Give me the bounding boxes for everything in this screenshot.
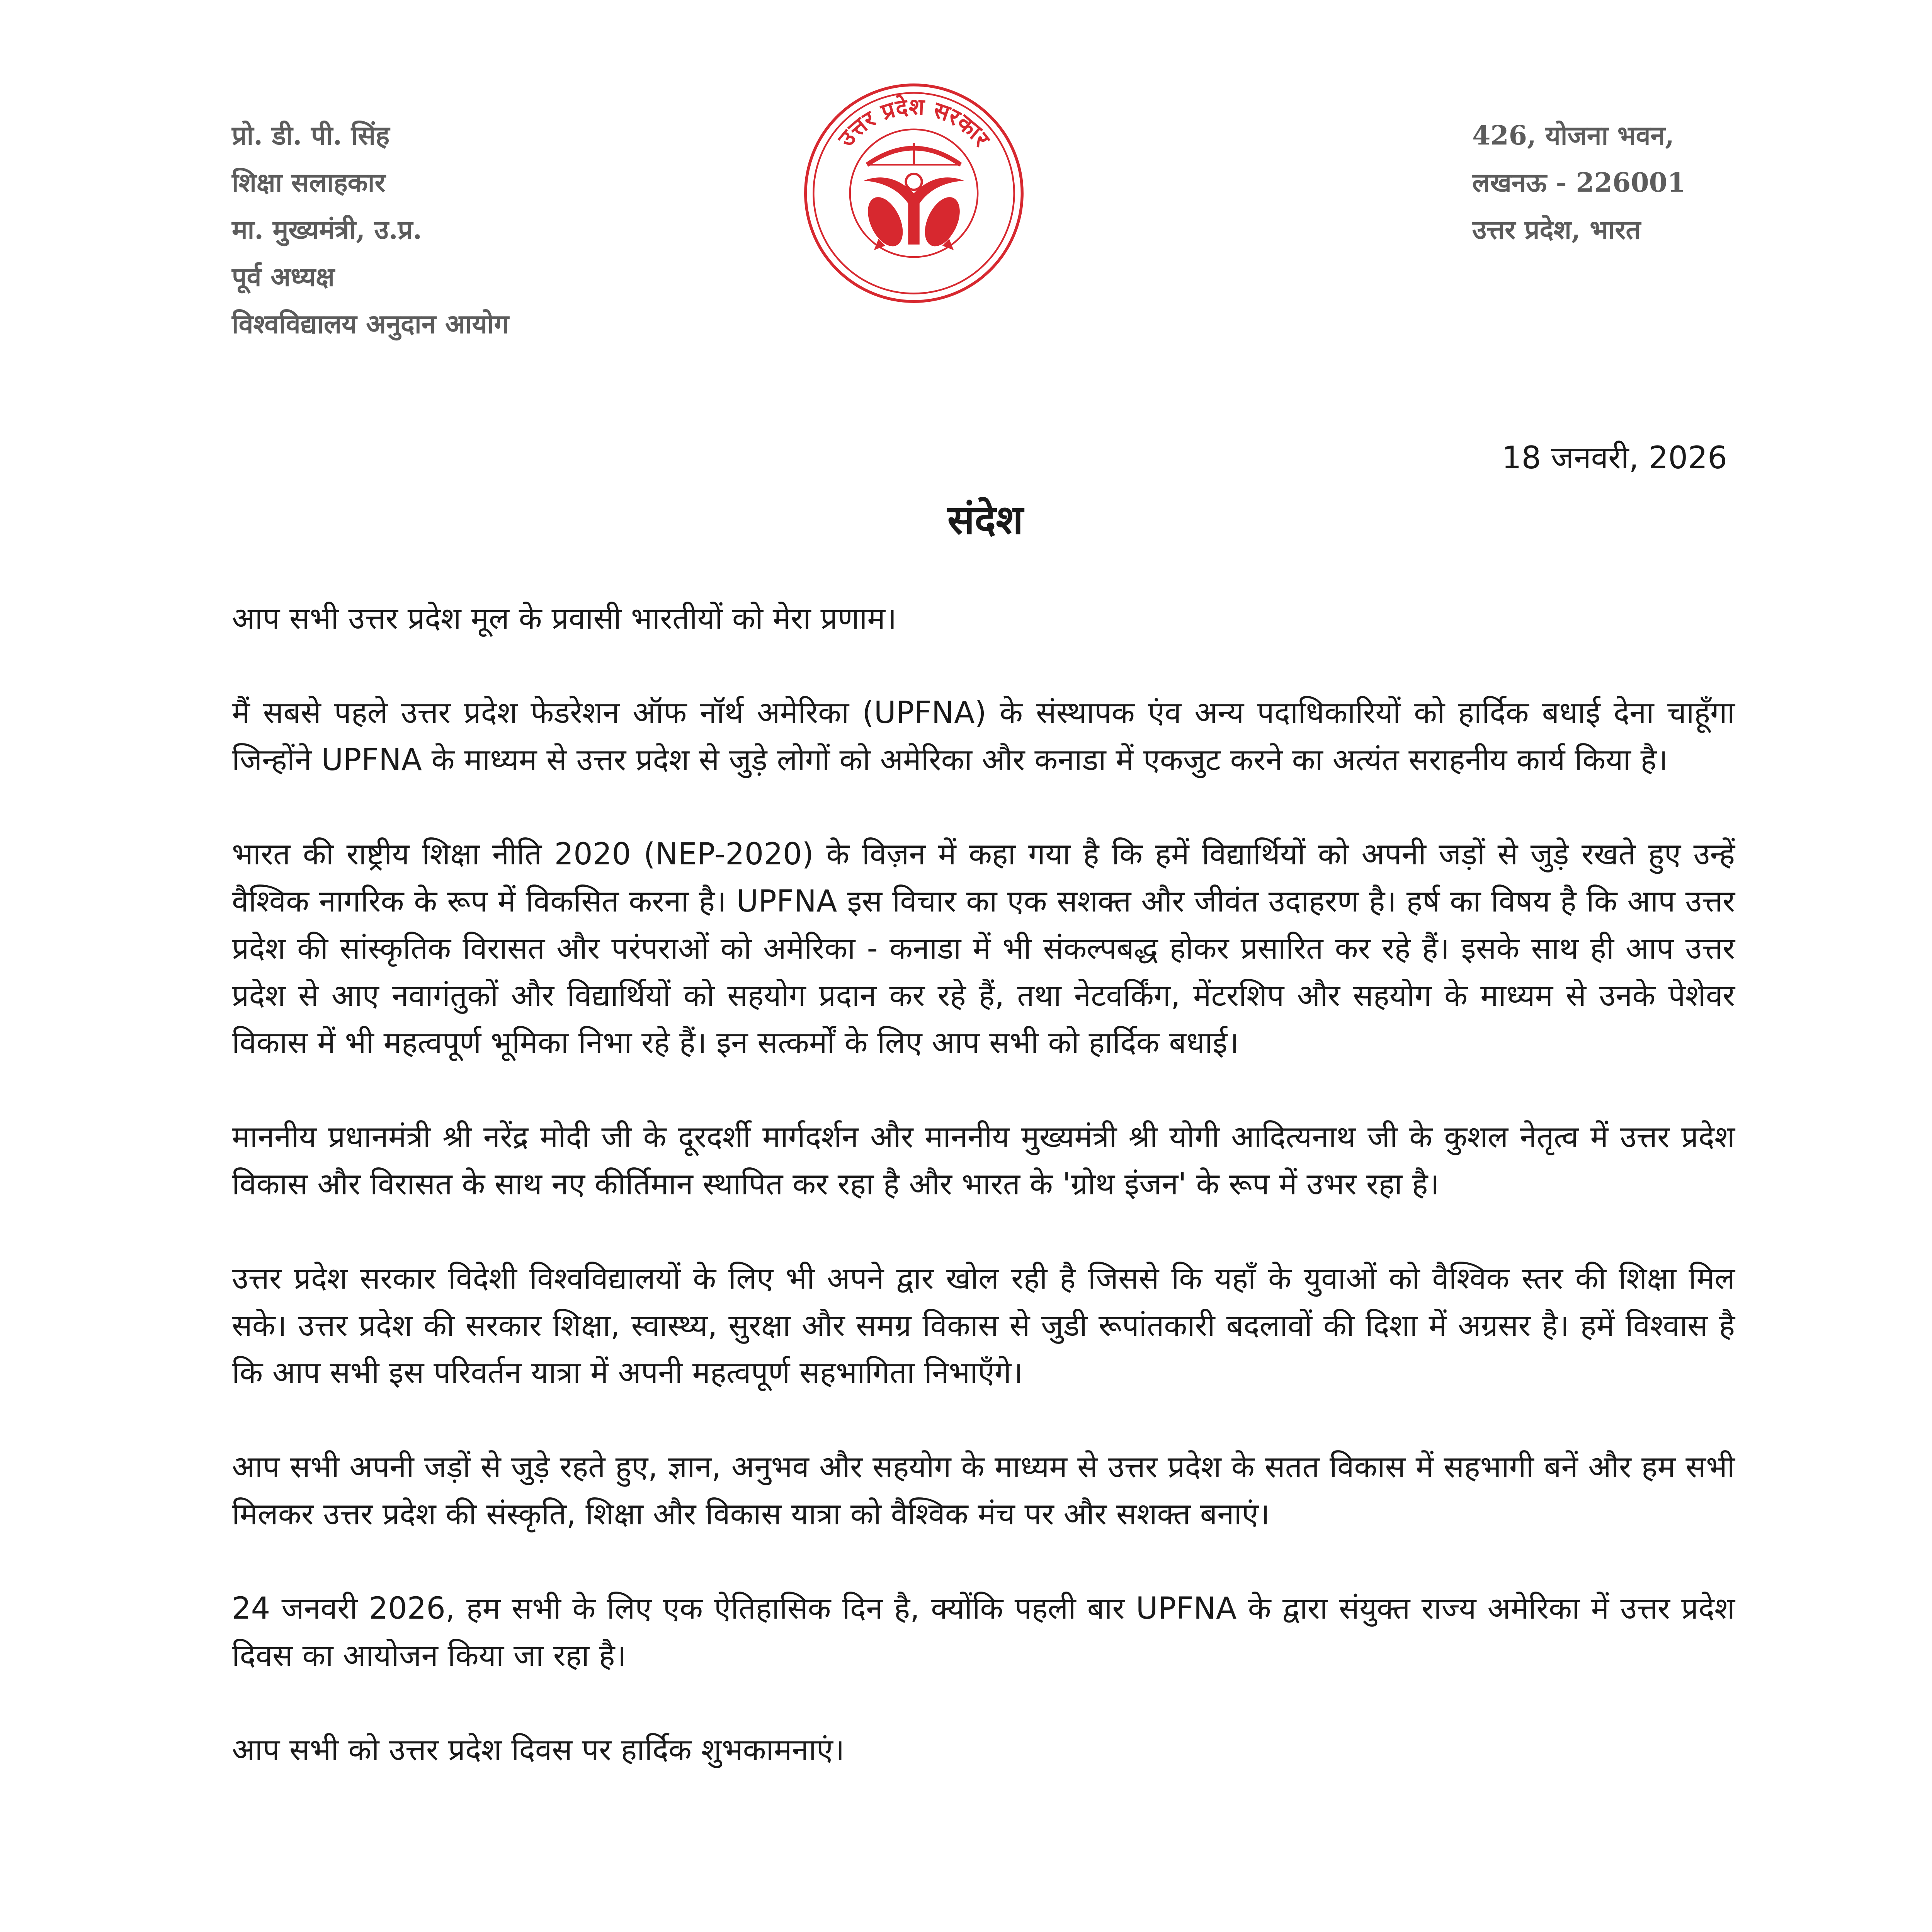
sender-designation: शिक्षा सलाहकार xyxy=(232,167,386,198)
letter-title: संदेश xyxy=(947,496,1024,543)
letter-date: 18 जनवरी, 2026 xyxy=(1502,440,1727,476)
address-line-1: 426, योजना भवन, xyxy=(1472,120,1674,151)
sender-former-org: विश्वविद्यालय अनुदान आयोग xyxy=(232,309,509,340)
paragraph: उत्तर प्रदेश सरकार विदेशी विश्वविद्यालयों के लिए भी अपने द्वार खोल रही है जिससे कि यहाँ के युवाओं को वैश्विक स्तर की शिक्षा मिल सके। उत्तर प्रदेश की सरकार शिक्षा, स्वास्थ्य, सुरक्षा और समग्र विकास से जुडी रूपांतकारी बदलावों की दिशा में अग्रसर है। हमें विश्वास है कि आप सभी इस परिवर्तन यात्रा में अपनी महत्वपूर्ण सहभागिता निभाएँगे। xyxy=(232,1261,1735,1390)
sender-office: मा. मुख्यमंत्री, उ.प्र. xyxy=(232,214,422,245)
paragraph: आप सभी उत्तर प्रदेश मूल के प्रवासी भारतीयों को मेरा प्रणाम। xyxy=(232,601,897,636)
paragraph: माननीय प्रधानमंत्री श्री नरेंद्र मोदी जी के दूरदर्शी मार्गदर्शन और माननीय मुख्यमंत्री श्री योगी आदित्यनाथ जी के कुशल नेतृत्व में उत्तर प्रदेश विकास और विरासत के साथ नए कीर्तिमान स्थापित कर रहा है और भारत के 'ग्रोथ इंजन' के रूप में उभर रहा है। xyxy=(232,1120,1735,1202)
sender-former-role: पूर्व अध्यक्ष xyxy=(232,262,335,293)
up-government-emblem-icon xyxy=(800,79,1028,307)
paragraph: आप सभी को उत्तर प्रदेश दिवस पर हार्दिक शुभकामनाएं। xyxy=(232,1733,845,1767)
paragraph: भारत की राष्ट्रीय शिक्षा नीति 2020 (NEP-2020) के विज़न में कहा गया है कि हमें विद्यार्थियों को अपनी जड़ों से जुड़े रखते हुए उन्हें वैश्विक नागरिक के रूप में विकसित करना है। UPFNA इस विचार का एक सशक्त और जीवंत उदाहरण है। हर्ष का विषय है कि आप उत्तर प्रदेश की सांस्कृतिक विरासत और परंपराओं को अमेरिका - कनाडा में भी संकल्पबद्ध होकर प्रसारित कर रहे हैं। इसके साथ ही आप उत्तर प्रदेश से आए नवागंतुकों और विद्यार्थियों को सहयोग प्रदान कर रहे हैं, तथा नेटवर्किंग, मेंटरशिप और सहयोग के माध्यम से उनके पेशेवर विकास में भी महत्वपूर्ण भूमिका निभा रहे हैं। इन सत्कर्मों के लिए आप सभी को हार्दिक बधाई। xyxy=(232,837,1735,1060)
office-address xyxy=(1472,112,1685,253)
letter-body xyxy=(232,595,1735,1821)
sender-details xyxy=(232,112,509,348)
paragraph: आप सभी अपनी जड़ों से जुड़े रहते हुए, ज्ञान, अनुभव और सहयोग के माध्यम से उत्तर प्रदेश के सतत विकास में सहभागी बनें और हम सभी मिलकर उत्तर प्रदेश की संस्कृति, शिक्षा और विकास यात्रा को वैश्विक मंच पर और सशक्त बनाएं। xyxy=(232,1450,1735,1532)
emblem-text: उत्तर प्रदेश सरकार xyxy=(832,93,995,152)
paragraph: 24 जनवरी 2026, हम सभी के लिए एक ऐतिहासिक दिन है, क्योंकि पहली बार UPFNA के द्वारा संयुक्त राज्य अमेरिका में उत्तर प्रदेश दिवस का आयोजन किया जा रहा है। xyxy=(232,1591,1735,1673)
sender-name: प्रो. डी. पी. सिंह xyxy=(232,120,390,151)
address-line-2: लखनऊ - 226001 xyxy=(1472,167,1686,198)
address-line-3: उत्तर प्रदेश, भारत xyxy=(1472,214,1641,245)
paragraph: मैं सबसे पहले उत्तर प्रदेश फेडरेशन ऑफ नॉर्थ अमेरिका (UPFNA) के संस्थापक एंव अन्य पदाधिकारियों को हार्दिक बधाई देना चाहूँगा जिन्होंने UPFNA के माध्यम से उत्तर प्रदेश से जुड़े लोगों को अमेरिका और कनाडा में एकजुट करने का अत्यंत सराहनीय कार्य किया है। xyxy=(232,696,1735,777)
